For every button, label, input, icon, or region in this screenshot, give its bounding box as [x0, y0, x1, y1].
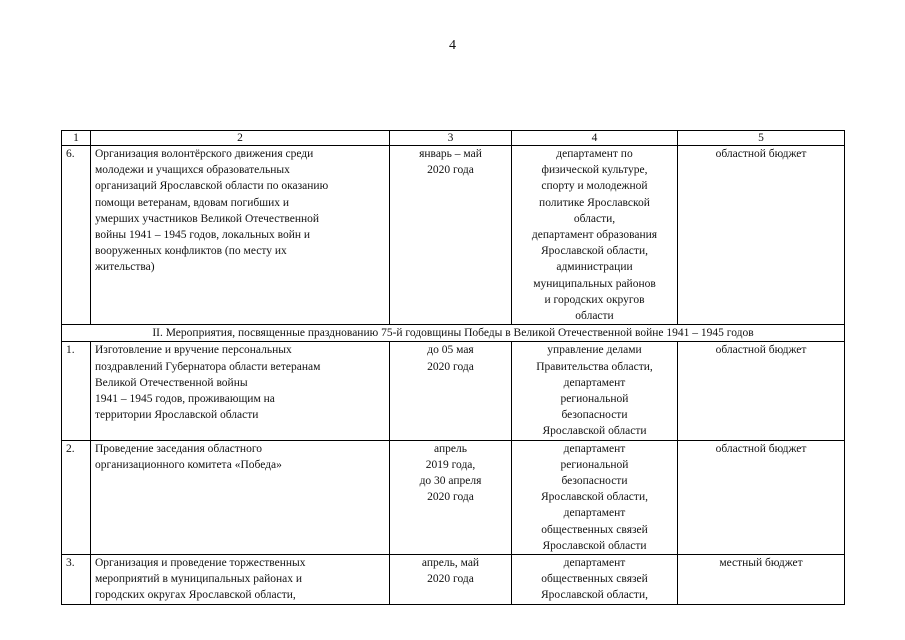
- responsible-executor-line: управление делами: [547, 344, 642, 357]
- section-header-row: [62, 325, 845, 342]
- table-row: [62, 146, 845, 325]
- event-period: [390, 342, 512, 440]
- event-description-line: Проведение заседания областного: [95, 442, 263, 455]
- funding-source-text: областной бюджет: [715, 442, 807, 455]
- section-title: II. Мероприятия, посвященные празднованию 75-й годовщины Победы в Великой Отечественной войне 1941 – 1945 годов: [62, 325, 845, 342]
- responsible-executor: [512, 555, 678, 605]
- funding-source: [678, 146, 845, 325]
- table-row: [62, 342, 845, 440]
- event-description: [91, 342, 390, 440]
- row-number: [62, 555, 91, 605]
- responsible-executor-line: Ярославской области,: [541, 245, 648, 258]
- responsible-executor-line: департамент образования: [531, 229, 658, 242]
- responsible-executor: [512, 146, 678, 325]
- funding-source-text: местный бюджет: [719, 557, 803, 570]
- column-header: 2: [91, 131, 390, 146]
- responsible-executor-line: региональной: [560, 458, 629, 471]
- event-period-line: январь – май: [419, 148, 482, 160]
- responsible-executor-line: департамент по: [556, 148, 633, 160]
- row-number-text: 1.: [66, 344, 75, 357]
- event-period-line: 2020 года: [427, 164, 474, 177]
- table-row: [62, 555, 845, 605]
- event-period-line: до 30 апреля: [419, 475, 482, 488]
- event-description-line: молодежи и учащихся образовательных: [95, 164, 290, 177]
- event-description-line: вооруженных конфликтов (по месту их: [95, 245, 287, 258]
- event-description-line: городских округах Ярославской области,: [95, 589, 296, 602]
- responsible-executor-line: Ярославской области,: [541, 589, 648, 602]
- responsible-executor-line: Ярославской области,: [541, 491, 648, 504]
- event-description: [91, 555, 390, 605]
- event-period: [390, 555, 512, 605]
- responsible-executor-line: региональной: [560, 393, 629, 406]
- responsible-executor-line: физической культуре,: [541, 164, 648, 177]
- event-description-line: помощи ветеранам, вдовам погибших и: [95, 196, 290, 209]
- responsible-executor-line: Правительства области,: [536, 360, 653, 373]
- responsible-executor-line: администрации: [556, 261, 633, 274]
- row-number: [62, 146, 91, 325]
- event-description-line: Организация и проведение торжественных: [95, 557, 306, 570]
- event-description-line: организационного комитета «Победа»: [95, 458, 282, 471]
- responsible-executor-line: политике Ярославской: [539, 196, 650, 209]
- responsible-executor-line: общественных связей: [541, 523, 648, 536]
- table-row: [62, 440, 845, 554]
- event-description: [91, 146, 390, 325]
- event-period-line: 2020 года: [427, 491, 474, 504]
- event-description-line: мероприятий в муниципальных районах и: [95, 573, 303, 586]
- responsible-executor-line: муниципальных районов: [533, 277, 656, 290]
- responsible-executor-line: области,: [573, 212, 616, 225]
- page-number: 4: [449, 38, 456, 53]
- event-description-line: войны 1941 – 1945 годов, локальных войн и: [95, 229, 311, 242]
- event-period-line: до 05 мая: [427, 344, 474, 357]
- event-description-line: Организация волонтёрского движения среди: [95, 148, 314, 160]
- responsible-executor-line: и городских округов: [544, 293, 645, 306]
- event-description-line: Изготовление и вручение персональных: [95, 344, 292, 357]
- funding-source: [678, 555, 845, 605]
- row-number-text: 6.: [66, 148, 75, 160]
- column-header: 1: [62, 131, 91, 146]
- event-period-line: 2020 года: [427, 573, 474, 586]
- event-description-line: Великой Отечественной войны: [95, 376, 248, 389]
- responsible-executor-line: департамент: [563, 442, 626, 455]
- event-period-line: апрель: [434, 442, 467, 455]
- row-number-text: 3.: [66, 557, 75, 570]
- responsible-executor-line: департамент: [563, 507, 626, 520]
- events-table: [61, 130, 845, 605]
- funding-source-text: областной бюджет: [715, 344, 807, 357]
- funding-source: [678, 342, 845, 440]
- funding-source: [678, 440, 845, 554]
- event-description-line: поздравлений Губернатора области ветеранам: [95, 360, 321, 373]
- event-description-line: организаций Ярославской области по оказанию: [95, 180, 329, 193]
- event-period-line: 2019 года,: [425, 458, 476, 471]
- column-header: 3: [390, 131, 512, 146]
- event-period: [390, 146, 512, 325]
- event-description-line: умерших участников Великой Отечественной: [95, 212, 320, 225]
- row-number-text: 2.: [66, 442, 75, 455]
- responsible-executor-line: безопасности: [561, 475, 628, 488]
- responsible-executor-line: спорту и молодежной: [541, 180, 648, 193]
- column-header: 4: [512, 131, 678, 146]
- event-period-line: 2020 года: [427, 360, 474, 373]
- responsible-executor-line: общественных связей: [541, 573, 648, 586]
- event-period-line: апрель, май: [421, 557, 480, 570]
- event-period: [390, 440, 512, 554]
- column-number-row: [62, 131, 845, 146]
- row-number: [62, 342, 91, 440]
- event-description-line: территории Ярославской области: [95, 409, 259, 422]
- responsible-executor-line: Ярославской области: [542, 539, 647, 552]
- event-description-line: жительства): [95, 261, 155, 274]
- responsible-executor: [512, 342, 678, 440]
- responsible-executor-line: Ярославской области: [542, 425, 647, 438]
- funding-source-text: областной бюджет: [715, 148, 807, 160]
- column-header: 5: [678, 131, 845, 146]
- event-description: [91, 440, 390, 554]
- responsible-executor-line: департамент: [563, 557, 626, 570]
- responsible-executor: [512, 440, 678, 554]
- event-description-line: 1941 – 1945 годов, проживающим на: [95, 393, 275, 406]
- responsible-executor-line: области: [575, 310, 614, 323]
- responsible-executor-line: департамент: [563, 376, 626, 389]
- row-number: [62, 440, 91, 554]
- responsible-executor-line: безопасности: [561, 409, 628, 422]
